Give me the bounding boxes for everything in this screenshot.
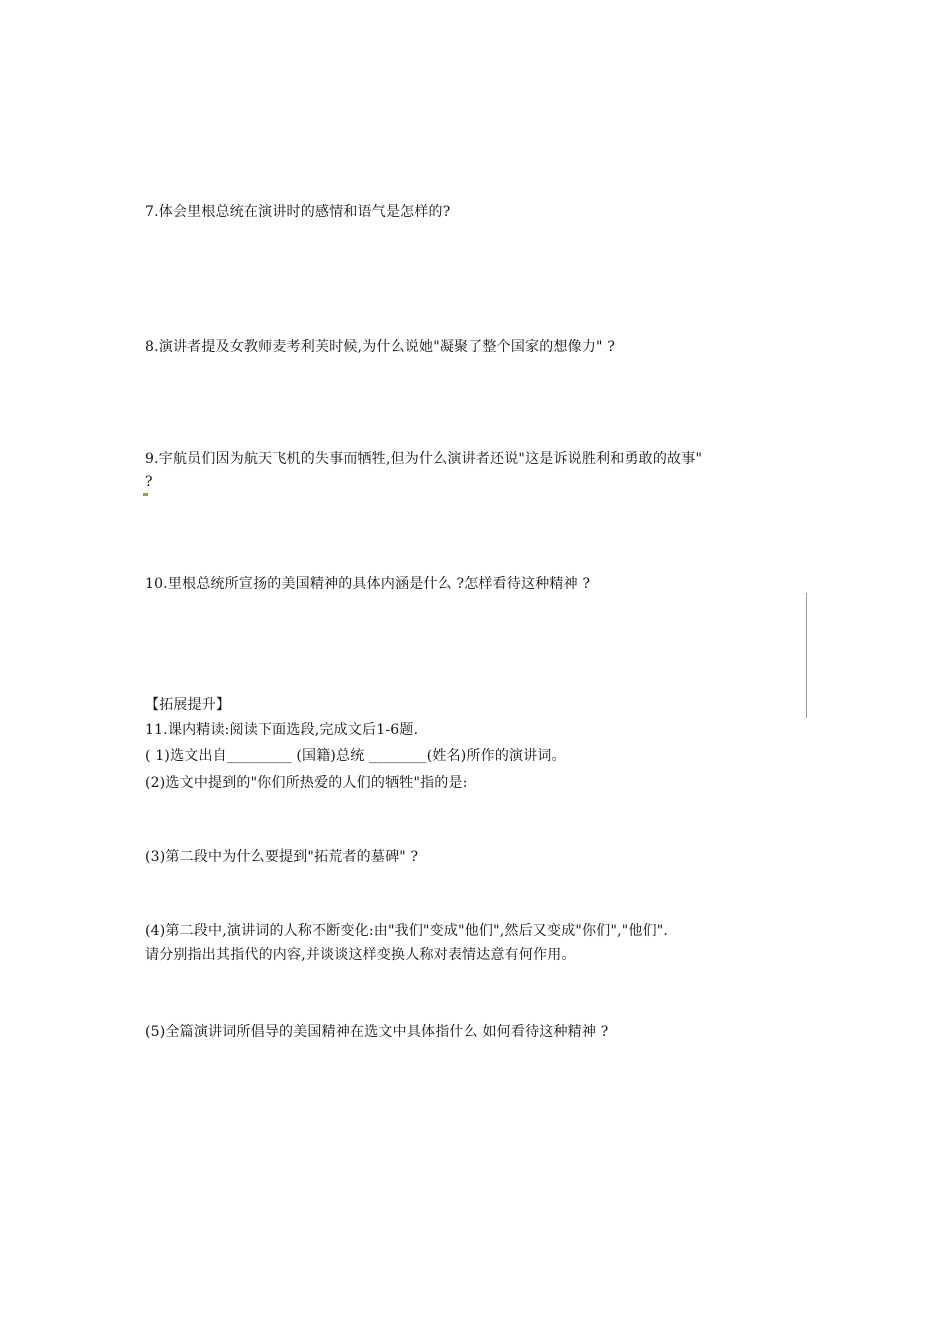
question-9-line-1: 9.宇航员们因为航天飞机的失事而牺牲,但为什么演讲者还说"这是诉说胜利和勇敢的故事": [145, 451, 703, 467]
sub-question-5: (5)全篇演讲词所倡导的美国精神在选文中具体指什么 如何看待这种精神 ?: [145, 1024, 609, 1040]
cursor-mark: [143, 493, 148, 496]
sub-question-2: (2)选文中提到的"你们所热爱的人们的牺牲"指的是:: [145, 775, 468, 791]
sub-question-3: (3)第二段中为什么要提到"拓荒者的墓碑" ?: [145, 849, 419, 865]
sub-question-4-line-2: 请分别指出其指代的内容,并谈谈这样变换人称对表情达意有何作用。: [145, 947, 576, 963]
section-heading: 【拓展提升】: [145, 697, 231, 713]
question-11: 11.课内精读:阅读下面选段,完成文后1-6题.: [145, 722, 419, 738]
sub-question-4-line-1: (4)第二段中,演讲词的人称不断变化:由"我们"变成"他们",然后又变成"你们","他们".: [145, 923, 669, 939]
question-8: 8.演讲者提及女教师麦考利芙时候,为什么说她"凝聚了整个国家的想像力" ?: [145, 339, 616, 355]
vertical-rule: [806, 593, 807, 718]
question-10: 10.里根总统所宣扬的美国精神的具体内涵是什么 ?怎样看待这种精神 ?: [145, 576, 591, 592]
question-7: 7.体会里根总统在演讲时的感情和语气是怎样的?: [145, 204, 451, 220]
sub-question-1: ( 1)选文出自_________ (国籍)总统 ________(姓名)所作的演讲词。: [145, 748, 566, 764]
question-9-line-2: ?: [145, 474, 153, 490]
